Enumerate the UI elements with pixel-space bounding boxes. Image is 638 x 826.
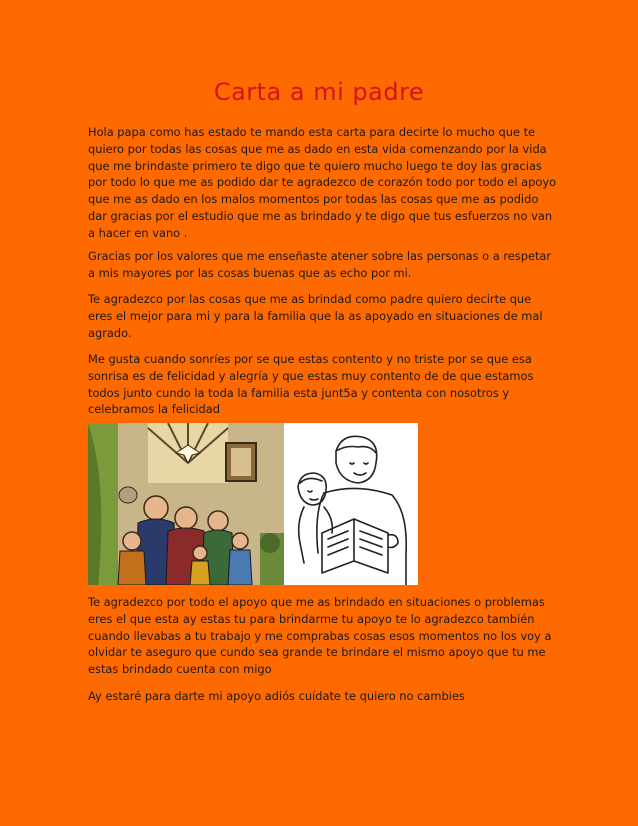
paragraph-thanks-father: Te agradezco por las cosas que me as brindad como padre quiero decirte que eres el mejor para mi y para la familia que la as apoyado en situaciones de mal agrado.	[88, 292, 543, 340]
family-painting-illustration	[88, 423, 284, 585]
father-son-reading-image	[284, 423, 418, 585]
family-painting-image	[88, 423, 284, 585]
paragraph-values: Gracias por los valores que me enseñaste atener sobre las personas o a respetar a mis mayores por las cosas buenas que as echo por mi.	[88, 249, 552, 280]
paragraph-smile: Me gusta cuando sonríes por se que estas contento y no triste por se que esa sonrisa es de felicidad y alegría y que estas muy contento de de que estamos todos junto cundo la toda la familia esta junt5a y contenta con nosotros y celebramos la felicidad	[88, 352, 534, 417]
father-son-reading-illustration	[284, 423, 418, 585]
paragraph-farewell: Ay estaré para darte mi apoyo adiós cuídate te quiero no cambies	[88, 689, 465, 703]
paragraph-support: Te agradezco por todo el apoyo que me as brindado en situaciones o problemas eres el que esta ay estas tu para brindarme tu apoyo te lo agradezco también cuando llevabas a tu trabajo y me comprabas cosas esos momentos no los voy a olvidar te aseguro que cundo sea grande te brindare el mismo apoyo que tu me estas brindado cuenta con migo	[88, 595, 552, 677]
paragraph-greeting: Hola papa como has estado te mando esta carta para decirte lo mucho que te quiero por todas las cosas que me as dado en esta vida comenzando por la vida que me brindaste primero te digo que te quiero mucho luego te doy las gracias por todo lo que me as podido dar te agradezco de corazón todo por todo el apoyo que me as dado en los malos momentos por todas las cosas que me as podido dar gracias por el estudio que me as brindado y te digo que tus esfuerzos no van a hacer en vano .	[88, 125, 557, 240]
page-title: Carta a mi padre	[213, 78, 425, 106]
